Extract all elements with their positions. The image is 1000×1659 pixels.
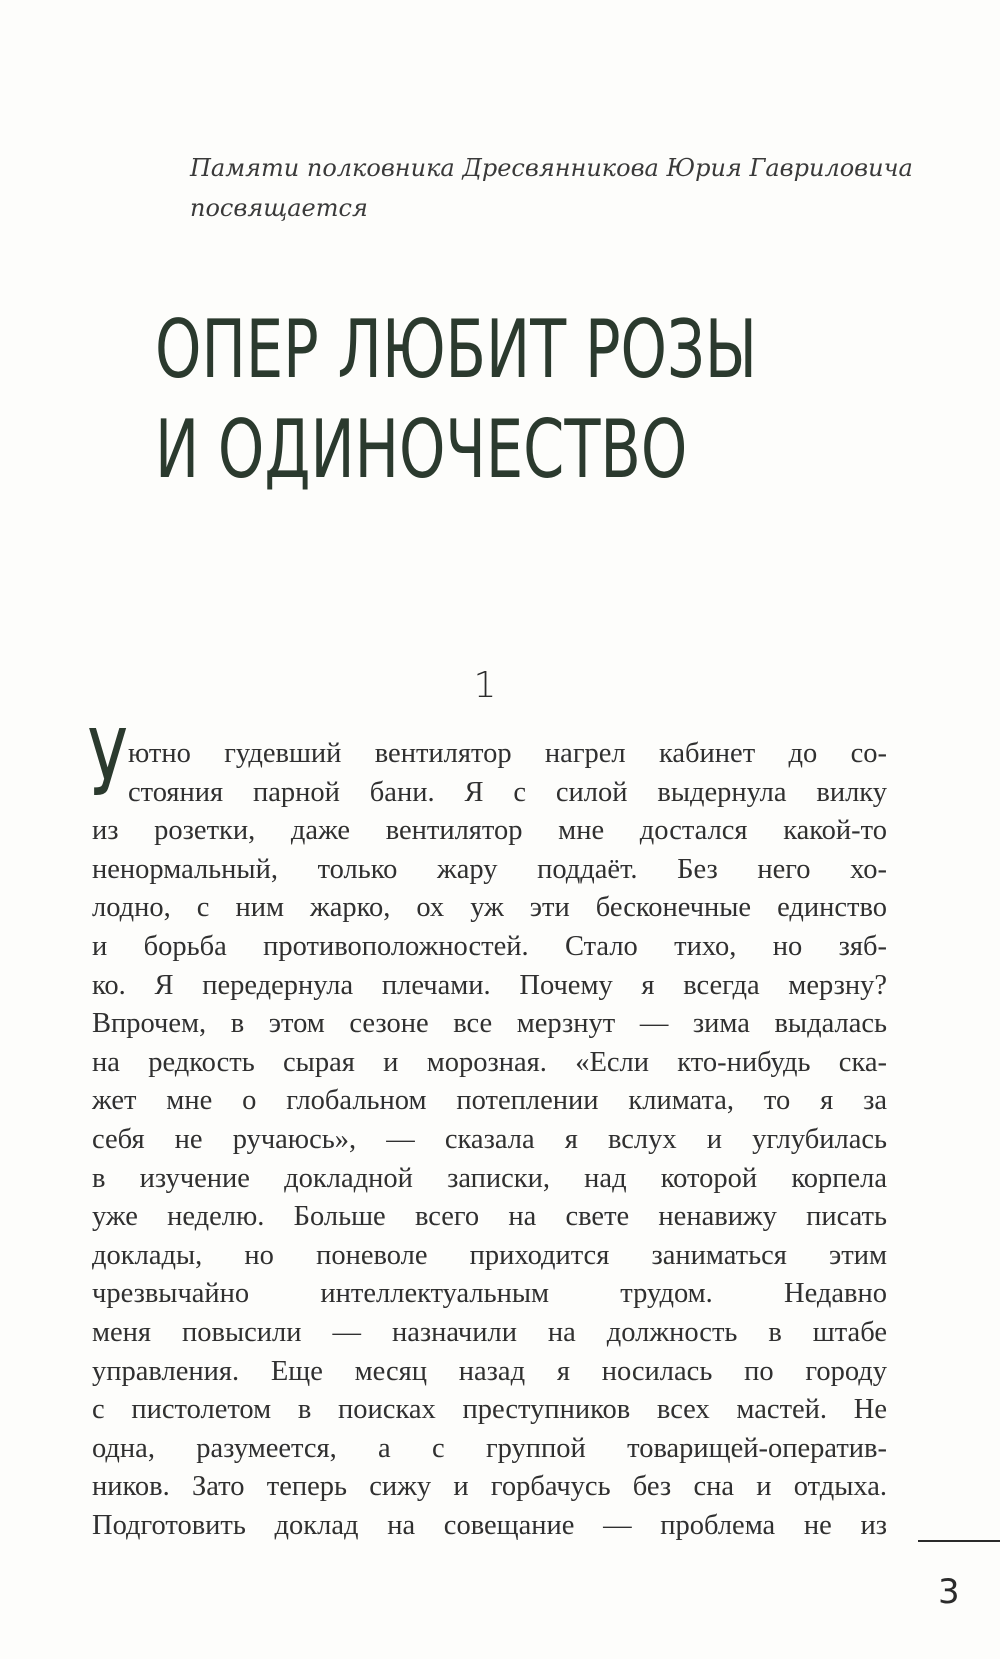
body-line: стояния парной бани. Я с силой выдернула вилку (128, 776, 887, 808)
title-line-2: И ОДИНОЧЕСТВО (155, 403, 688, 496)
body-line: жет мне о глобальном потеплении климата, то я за (92, 1085, 887, 1117)
body-line: Впрочем, в этом сезоне все мерзнут — зима выдалась (92, 1008, 887, 1040)
body-line: из розетки, даже вентилятор мне достался какой-то (92, 815, 887, 847)
footer-rule (918, 1540, 1000, 1542)
epigraph-line-1: Памяти полковника Дресвянникова Юрия Гавриловича (190, 154, 913, 182)
body-line: лодно, с ним жарко, ох уж эти бесконечные единство (92, 892, 887, 924)
chapter-title (155, 300, 955, 500)
body-line: меня повысили — назначили на должность в штабе (92, 1316, 887, 1348)
body-line: с пистолетом в поисках преступников всех мастей. Не (92, 1394, 887, 1426)
body-line: управления. Еще месяц назад я носилась по городу (92, 1355, 887, 1387)
page-number: 3 (938, 1572, 960, 1612)
body-line: ненормальный, только жару поддаёт. Без него хо- (92, 853, 887, 885)
body-line: ников. Зато теперь сижу и горбачусь без сна и отдыха. (92, 1471, 887, 1503)
epigraph-line-2: посвящается (190, 194, 368, 222)
body-line: ко. Я передернула плечами. Почему я всегда мерзну? (92, 969, 887, 1001)
chapter-number: 1 (473, 665, 497, 706)
body-line: чрезвычайно интеллектуальным трудом. Недавно (92, 1278, 887, 1310)
body-line: уже неделю. Больше всего на свете ненавижу писать (92, 1201, 887, 1233)
body-line: Подготовить доклад на совещание — проблема не из (92, 1509, 887, 1541)
body-line: себя не ручаюсь», — сказала я вслух и углубилась (92, 1123, 887, 1155)
body-line: доклады, но поневоле приходится заниматься этим (92, 1239, 887, 1271)
body-line: ютно гудевший вентилятор нагрел кабинет до со- (128, 738, 887, 769)
drop-cap: У (88, 710, 128, 817)
body-line: в изучение докладной записки, над которой корпела (92, 1162, 887, 1194)
title-line-1: ОПЕР ЛЮБИТ РОЗЫ (155, 303, 757, 396)
epigraph (190, 148, 913, 228)
body-line: на редкость сырая и морозная. «Если кто-нибудь ска- (92, 1046, 887, 1078)
body-line: и борьба противоположностей. Стало тихо, но зяб- (92, 930, 887, 962)
body-line: одна, разумеется, а с группой товарищей-оператив- (92, 1432, 887, 1464)
body-text (92, 735, 887, 1545)
